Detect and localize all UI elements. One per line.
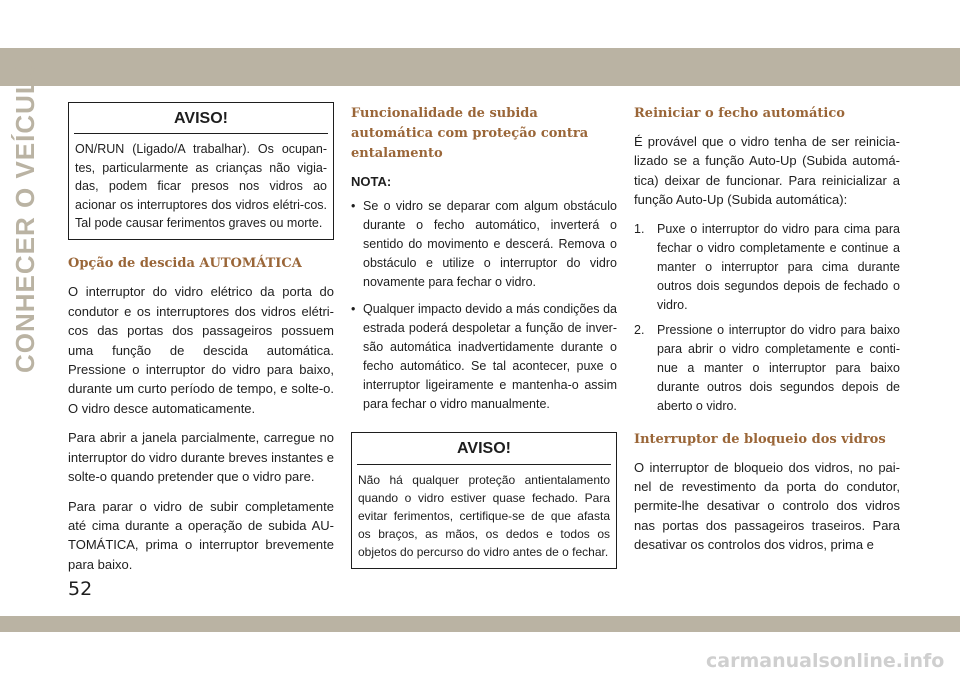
list-item <box>351 197 617 292</box>
note-list <box>351 197 617 414</box>
list-item <box>351 300 617 414</box>
top-band <box>0 0 960 88</box>
step-number: 2. <box>634 322 645 337</box>
side-title-text: CONHECER O VEÍCULO <box>10 55 41 373</box>
bullet-icon: • <box>351 199 356 214</box>
list-item-text: Se o vidro se deparar com algum obstáculo durante o fecho automático, inverterá o sentido do movimento e descerá. Remova o obstáculo e utilize o interruptor do vidro novamente para fechar o vidro. <box>363 199 617 290</box>
bullet-icon: • <box>351 302 356 317</box>
footer-bar <box>0 616 960 632</box>
step-item <box>634 220 900 315</box>
steps-list <box>634 220 900 416</box>
page-number: 52 <box>68 578 93 600</box>
section-heading-auto-up: Funcionalidade de subida automática com proteção contra entalamento <box>351 106 589 161</box>
warning-box-1 <box>68 102 334 240</box>
list-item-text: Qualquer impacto devido a más condições da estrada poderá despoletar a função de inver-são automática inadvertidamente durante o fecho automático. Se tal acontecer, puxe o interruptor ligeiramente e mantenha-o assim para fechar o vidro manualmente. <box>363 302 617 412</box>
column-3 <box>634 104 900 565</box>
step-item <box>634 321 900 416</box>
header-bar <box>0 48 960 86</box>
column-1 <box>68 102 334 584</box>
column-2 <box>351 104 617 581</box>
step-text: Pressione o interruptor do vidro para baixo para abrir o vidro completamente e conti-nue a manter o interruptor para baixo durante outros dois segundos depois de aberto o vidro. <box>657 322 900 413</box>
watermark-text: carmanualsonline.info <box>706 650 945 672</box>
warning-text: Não há qualquer proteção antientalamento quando o vidro estiver quase fechado. Para evitar ferimentos, certifique-se de que afasta os braços, as mãos, os dedos e todos os objetos do percurso do vidro antes de o fechar. <box>358 472 610 559</box>
warning-title: AVISO! <box>74 103 328 134</box>
section-side-title <box>2 55 50 373</box>
paragraph: É provável que o vidro tenha de ser reinicia-lizado se a função Auto-Up (Subida automá-tica) deixar de funcionar. Para reinicializar a função Auto-Up (Subida automática): <box>634 134 900 208</box>
section-heading-reset: Reiniciar o fecho automático <box>634 106 845 121</box>
paragraph: O interruptor do vidro elétrico da porta do condutor e os interruptores dos vidros elétri-cos das portas dos passageiros possuem uma função de descida automática. Pressione o interruptor do vidro para baixo, durante um curto período de tempo, e solte-o. O vidro desce automaticamente. <box>68 284 334 416</box>
paragraph: O interruptor de bloqueio dos vidros, no pai-nel de revestimento da porta do condutor, permite-lhe desativar o controlo dos vidros nas portas dos passageiros traseiros. Para desativar os controlos dos vidros, prima e <box>634 459 900 553</box>
step-text: Puxe o interruptor do vidro para cima para fechar o vidro completamente e continue a manter o interruptor para cima durante outros dois segundos depois de fechado o vidro. <box>657 221 900 312</box>
paragraph: Para parar o vidro de subir completamente até cima durante a operação de subida AU-TOMÁTICA, prima o interruptor brevemente para baixo. <box>68 498 334 572</box>
note-label: NOTA: <box>351 174 392 189</box>
warning-box-2 <box>351 432 617 568</box>
section-heading-auto-down: Opção de descida AUTOMÁTICA <box>68 256 302 272</box>
step-number: 1. <box>634 221 645 236</box>
warning-text: ON/RUN (Ligado/A trabalhar). Os ocupan-tes, particularmente as crianças não vigia-das, podem ficar presos nos vidros ao acionar os interruptores dos vidros elétri-cos. Tal pode causar ferimentos graves ou morte. <box>75 142 327 231</box>
paragraph: Para abrir a janela parcialmente, carregue no interruptor do vidro durante breves instantes e solte-o quando pretender que o vidro pare. <box>68 430 334 485</box>
warning-title: AVISO! <box>357 433 611 464</box>
section-heading-lock: Interruptor de bloqueio dos vidros <box>634 431 886 447</box>
